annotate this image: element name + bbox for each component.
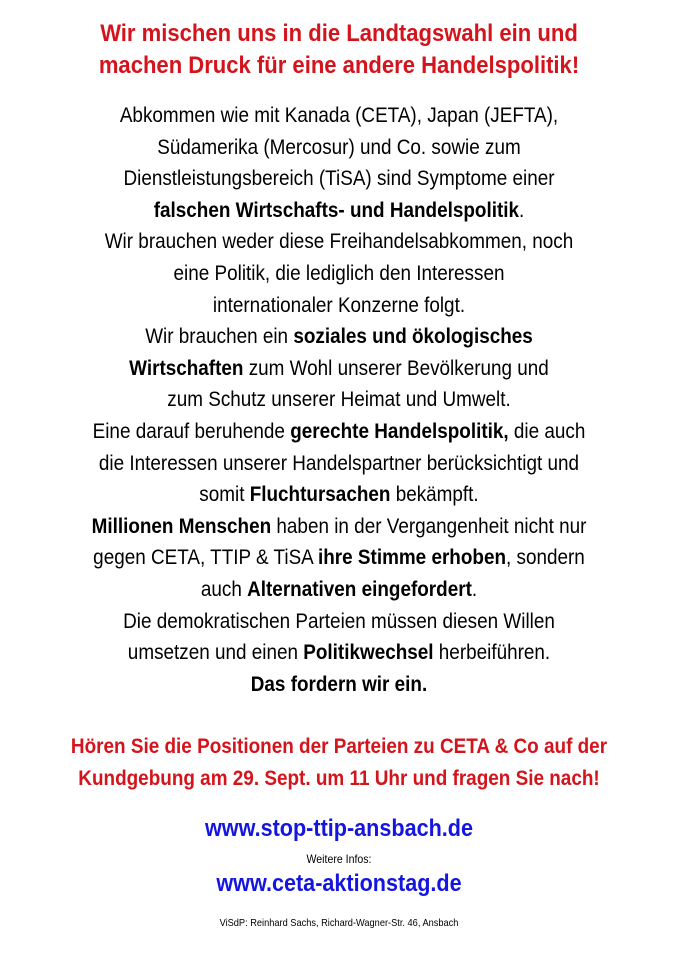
imprint-text: ViSdP: Reinhard Sachs, Richard-Wagner-Str. 46, Ansbach — [219, 917, 459, 929]
body-text: , sondern — [506, 546, 585, 570]
heading-line-2: machen Druck für eine andere Handelspolitik! — [98, 52, 580, 79]
body-line: Die demokratischen Parteien müssen diesen Willen — [123, 609, 555, 633]
body-line — [34, 511, 644, 543]
body-line — [34, 542, 644, 574]
body-line: Dienstleistungsbereich (TiSA) sind Symptome einer — [123, 167, 555, 191]
body-line — [34, 321, 644, 353]
body-text: umsetzen und einen — [127, 641, 304, 665]
body-emphasis: soziales und ökologisches — [293, 325, 533, 349]
body-emphasis: Politikwechsel — [303, 641, 434, 665]
closing-statement: Das fordern wir ein. — [250, 672, 428, 696]
body-line: die Interessen unserer Handelspartner berücksichtigt und — [98, 451, 580, 475]
cta-line-2: Kundgebung am 29. Sept. um 11 Uhr und fragen Sie nach! — [78, 766, 600, 790]
flyer-body — [34, 100, 644, 700]
body-line — [34, 416, 644, 448]
cta-line-1: Hören Sie die Positionen der Parteien zu CETA & Co auf der — [70, 734, 608, 758]
body-line — [34, 669, 644, 701]
stop-ttip-link[interactable]: www.stop-ttip-ansbach.de — [204, 815, 474, 842]
body-emphasis: Alternativen eingefordert — [247, 577, 472, 601]
body-text: Eine darauf beruhende — [92, 419, 291, 443]
body-line: Südamerika (Mercosur) und Co. sowie zum — [157, 135, 521, 159]
body-line — [34, 353, 644, 385]
body-emphasis: Wirtschaften — [129, 356, 244, 380]
body-line: eine Politik, die lediglich den Interessen — [173, 261, 505, 285]
flyer-heading — [34, 18, 644, 82]
body-text: gegen CETA, TTIP & TiSA — [93, 546, 319, 570]
body-text: haben in der Vergangenheit nicht nur — [271, 514, 587, 538]
body-emphasis: Millionen Menschen — [91, 514, 272, 538]
ceta-aktionstag-link[interactable]: www.ceta-aktionstag.de — [216, 870, 462, 897]
body-line — [34, 479, 644, 511]
body-text: Wir brauchen ein — [145, 325, 294, 349]
body-line — [34, 195, 644, 227]
call-to-action — [41, 730, 638, 794]
body-text: bekämpft. — [390, 483, 479, 507]
body-emphasis: Fluchtursachen — [249, 483, 391, 507]
body-line — [34, 574, 644, 606]
heading-line-1: Wir mischen uns in die Landtagswahl ein und — [100, 20, 578, 47]
body-text: herbeiführen. — [433, 641, 551, 665]
body-text: zum Wohl unserer Bevölkerung und — [243, 356, 549, 380]
body-line: Wir brauchen weder diese Freihandelsabkommen, noch — [104, 230, 574, 254]
body-text: die auch — [508, 419, 586, 443]
body-text: auch — [200, 577, 248, 601]
body-text: . — [519, 198, 525, 222]
body-emphasis: ihre Stimme erhoben — [318, 546, 507, 570]
body-line: internationaler Konzerne folgt. — [212, 293, 466, 317]
body-emphasis: gerechte Handelspolitik, — [290, 419, 509, 443]
more-info-label: Weitere Infos: — [306, 852, 372, 866]
body-line: zum Schutz unserer Heimat und Umwelt. — [167, 388, 511, 412]
body-line: Abkommen wie mit Kanada (CETA), Japan (JEFTA), — [119, 104, 559, 127]
body-emphasis: falschen Wirtschafts- und Handelspolitik — [153, 198, 520, 222]
body-text: somit — [199, 483, 250, 507]
body-line — [34, 637, 644, 669]
body-text: . — [471, 577, 478, 601]
